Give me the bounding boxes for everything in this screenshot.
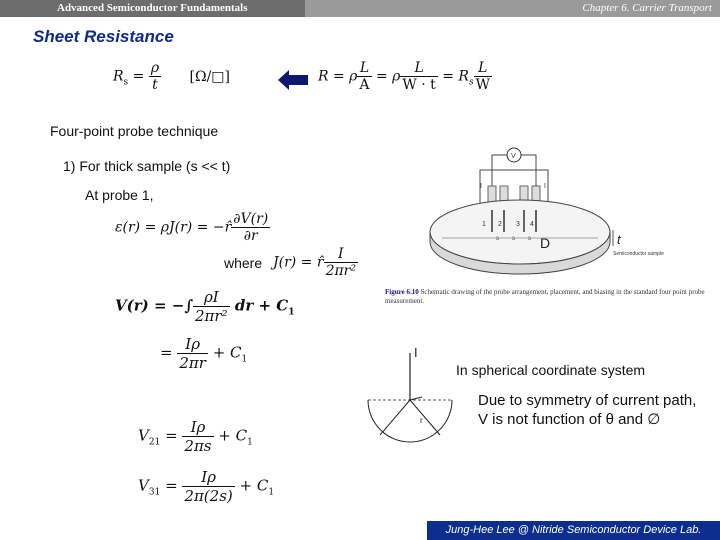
radius-label: r bbox=[420, 416, 423, 425]
fraction-numerator: Iρ bbox=[182, 468, 234, 487]
symmetry-note-line1: Due to symmetry of current path, bbox=[478, 392, 697, 409]
fraction-denominator: 2πr bbox=[179, 354, 206, 372]
thickness-label: t bbox=[617, 232, 621, 247]
current-density-equation bbox=[273, 246, 358, 279]
spacing-label: s bbox=[528, 236, 531, 242]
header-course-title: Advanced Semiconductor Fundamentals bbox=[0, 0, 305, 17]
current-label-right: I bbox=[544, 183, 546, 190]
hemisphere bbox=[368, 400, 452, 442]
fraction-numerator: Iρ bbox=[177, 335, 208, 354]
fraction-numerator: ∂V(r) bbox=[233, 211, 269, 227]
fraction-l-a bbox=[357, 60, 371, 93]
eq-lhs: = bbox=[160, 343, 173, 362]
item-thick-sample: 1) For thick sample (s << t) bbox=[63, 158, 231, 174]
voltmeter-label: V bbox=[511, 153, 516, 160]
eq-rs: = R bbox=[437, 68, 469, 85]
eq-lhs-sub: 21 bbox=[148, 437, 161, 448]
four-point-probe-figure bbox=[420, 140, 680, 310]
eq-sub: 1 bbox=[241, 354, 248, 365]
probe-number: 3 bbox=[516, 221, 520, 228]
figure-caption bbox=[385, 288, 715, 306]
slide-title: Sheet Resistance bbox=[33, 27, 174, 46]
fraction bbox=[182, 468, 234, 505]
eq-lhs: R bbox=[113, 68, 124, 85]
eq-lhs: ε(r) = ρJ(r) = −r̂ bbox=[115, 219, 232, 236]
eq-sub: s bbox=[468, 77, 474, 88]
v21-equation bbox=[138, 418, 253, 455]
eq-lhs: V bbox=[138, 476, 149, 495]
spherical-coordinate-text: In spherical coordinate system bbox=[456, 362, 646, 378]
eq-equals: = bbox=[128, 68, 149, 85]
eq-rest: + C bbox=[218, 426, 248, 445]
eq-lhs: J(r) = r̂ bbox=[273, 254, 324, 271]
fraction bbox=[182, 418, 213, 455]
fraction-denominator: A bbox=[359, 77, 370, 93]
symmetry-note-line2: V is not function of θ and ∅ bbox=[478, 411, 661, 428]
fraction-numerator: L bbox=[357, 60, 371, 77]
resistance-equation bbox=[318, 60, 492, 93]
eq-sub: s bbox=[123, 77, 129, 88]
fraction bbox=[177, 335, 208, 372]
eq-equals: = bbox=[160, 476, 183, 495]
sheet-resistance-equation bbox=[113, 60, 230, 93]
spacing-label: s bbox=[496, 236, 499, 242]
eq-rest: dr + C bbox=[234, 296, 289, 315]
wire bbox=[521, 155, 536, 188]
fraction-numerator: Iρ bbox=[182, 418, 213, 437]
fraction-denominator: ∂r bbox=[243, 228, 258, 244]
eq-rest: + C bbox=[212, 343, 242, 362]
eq-sub: 1 bbox=[288, 307, 295, 318]
fraction bbox=[231, 211, 270, 244]
fraction-denominator: 2π(2s) bbox=[184, 487, 233, 505]
spacing-label: s bbox=[512, 236, 515, 242]
radial-arrow bbox=[410, 397, 422, 400]
eq-lhs-sub: 31 bbox=[148, 487, 161, 498]
fraction-denominator: 2πr² bbox=[325, 263, 356, 279]
unit-label: [Ω/□] bbox=[189, 68, 230, 85]
header-chapter-title: Chapter 6. Carrier Transport bbox=[305, 0, 720, 17]
current-label-left: I bbox=[480, 183, 482, 190]
fraction bbox=[149, 60, 161, 93]
probe-number: 4 bbox=[530, 221, 534, 228]
header-bar bbox=[0, 0, 720, 17]
potential-result-equation bbox=[160, 335, 247, 372]
eq-sub: 1 bbox=[268, 487, 275, 498]
fraction-denominator: W bbox=[475, 77, 490, 93]
footer-lab-credit: Jung-Hee Lee @ Nitride Semiconductor Device Lab. bbox=[427, 521, 720, 540]
probe-number: 2 bbox=[498, 221, 502, 228]
spherical-coordinate-figure bbox=[360, 345, 460, 445]
electric-field-equation bbox=[115, 211, 270, 244]
potential-integral-equation bbox=[115, 288, 294, 325]
diameter-label: D bbox=[540, 235, 551, 251]
radial-arrow bbox=[380, 400, 410, 435]
fraction bbox=[193, 288, 230, 325]
eq-equals: = bbox=[160, 426, 183, 445]
fraction-numerator: I bbox=[324, 246, 358, 263]
fraction-denominator: t bbox=[152, 77, 158, 93]
current-label: I bbox=[414, 345, 418, 360]
fraction-numerator: ρ bbox=[150, 60, 160, 76]
fraction-numerator: L bbox=[400, 60, 437, 77]
fraction-numerator: L bbox=[474, 60, 492, 77]
sample-label: Semiconductor sample bbox=[613, 251, 664, 257]
v31-equation bbox=[138, 468, 274, 505]
eq-lhs: V bbox=[138, 426, 149, 445]
eq-r-rho: R = ρ bbox=[318, 68, 358, 85]
wire bbox=[492, 155, 507, 188]
probe-label: At probe 1, bbox=[85, 187, 154, 203]
where-label: where bbox=[224, 255, 263, 271]
caption-text: Schematic drawing of the probe arrangement, placement, and biasing in the standard four point probe measurement. bbox=[385, 288, 705, 305]
eq-rest: + C bbox=[239, 476, 269, 495]
eq-sub: 1 bbox=[247, 437, 253, 448]
fraction-denominator: 2πr² bbox=[195, 307, 228, 325]
caption-figure-number: Figure 6.10 bbox=[385, 288, 419, 296]
fraction-l-w bbox=[474, 60, 492, 93]
fraction-denominator: W · t bbox=[402, 77, 436, 93]
eq-lhs: V(r) = −∫ bbox=[115, 296, 194, 315]
fraction-denominator: 2πs bbox=[184, 437, 212, 455]
fraction-numerator: ρI bbox=[193, 288, 230, 307]
fraction bbox=[324, 246, 358, 279]
section-heading: Four-point probe technique bbox=[50, 123, 219, 139]
left-arrow-icon bbox=[278, 69, 308, 91]
fraction-l-wt bbox=[400, 60, 437, 93]
eq-rho: = ρ bbox=[371, 68, 401, 85]
radial-arrow bbox=[410, 400, 440, 435]
probe-number: 1 bbox=[482, 221, 486, 228]
